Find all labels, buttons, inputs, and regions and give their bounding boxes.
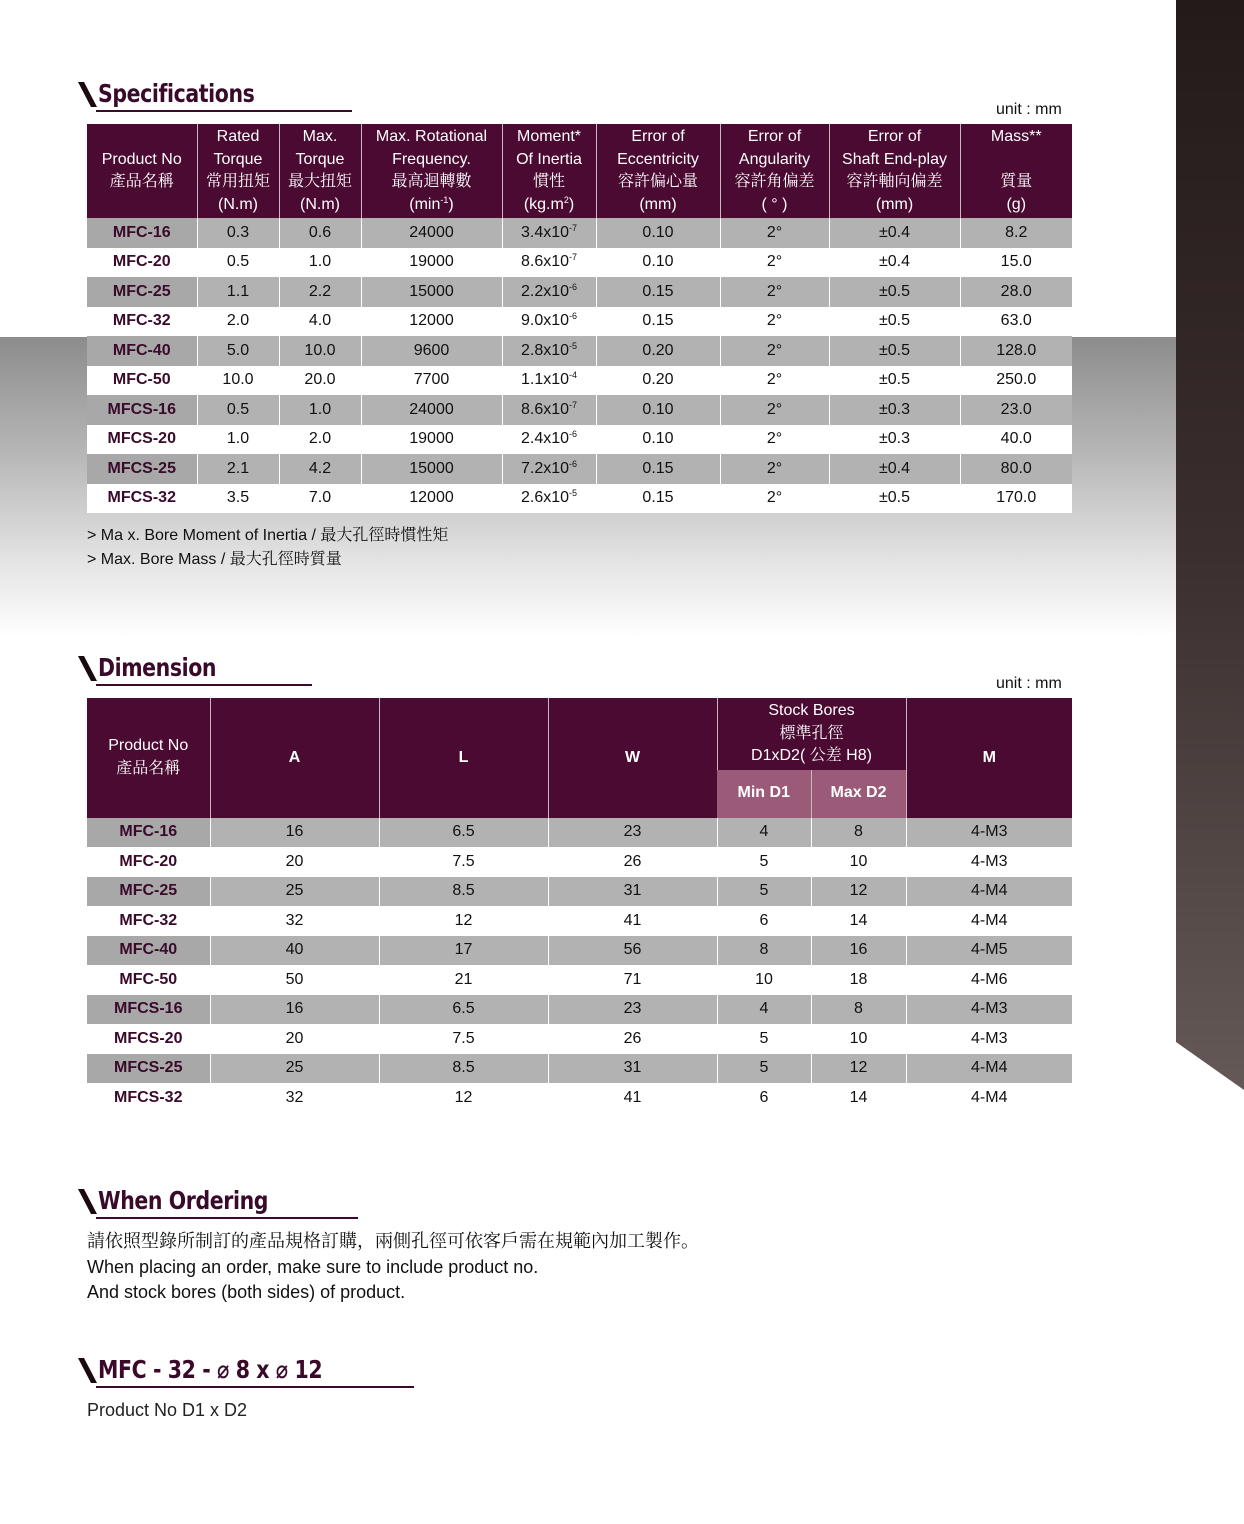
dim-cell-product: MFCS-25 xyxy=(87,1054,210,1084)
spec-cell-rated-torque: 0.3 xyxy=(197,218,279,248)
inertia-exponent: -4 xyxy=(569,370,578,381)
spec-cell-max-torque: 2.0 xyxy=(279,425,361,455)
spec-row xyxy=(87,395,1072,425)
dimension-title: Dimension xyxy=(98,653,217,682)
dim-cell-w: 31 xyxy=(548,1054,717,1084)
dim-row xyxy=(87,847,1072,877)
dim-cell-w: 26 xyxy=(548,1024,717,1054)
heading-underline xyxy=(96,1386,414,1388)
dim-row xyxy=(87,906,1072,936)
spec-cell-mass: 40.0 xyxy=(960,425,1072,455)
spec-cell-eccentricity: 0.15 xyxy=(596,307,720,337)
dim-cell-m: 4-M4 xyxy=(906,877,1072,907)
dim-header-w: W xyxy=(548,698,717,818)
spec-cell-rated-torque: 5.0 xyxy=(197,336,279,366)
spec-cell-mass: 28.0 xyxy=(960,277,1072,307)
dim-cell-a: 20 xyxy=(210,847,379,877)
dim-cell-w: 23 xyxy=(548,818,717,848)
spec-row xyxy=(87,366,1072,396)
dim-cell-l: 6.5 xyxy=(379,995,548,1025)
dim-cell-m: 4-M3 xyxy=(906,847,1072,877)
spec-cell-angularity: 2° xyxy=(720,395,829,425)
heading-slash-icon xyxy=(78,654,98,682)
heading-slash-icon xyxy=(78,1356,98,1384)
dim-cell-l: 6.5 xyxy=(379,818,548,848)
dim-cell-min-d1: 5 xyxy=(717,1054,811,1084)
inertia-base: 2.8x10 xyxy=(520,341,570,359)
spec-cell-frequency: 15000 xyxy=(361,454,502,484)
dim-cell-l: 12 xyxy=(379,1083,548,1113)
spec-cell-frequency: 12000 xyxy=(361,484,502,514)
header-product: Product No 產品名稱 xyxy=(87,124,197,218)
dim-cell-product: MFCS-16 xyxy=(87,995,210,1025)
dim-cell-a: 16 xyxy=(210,818,379,848)
dim-cell-a: 32 xyxy=(210,1083,379,1113)
dim-cell-m: 4-M4 xyxy=(906,1083,1072,1113)
dim-cell-l: 8.5 xyxy=(379,1054,548,1084)
heading-underline xyxy=(96,684,312,686)
dim-cell-l: 17 xyxy=(379,936,548,966)
dimension-header-row xyxy=(87,698,1072,770)
note-mass: > Max. Bore Mass / 最大孔徑時質量 xyxy=(87,550,342,568)
dim-cell-a: 25 xyxy=(210,877,379,907)
spec-cell-max-torque: 1.0 xyxy=(279,395,361,425)
dim-cell-l: 7.5 xyxy=(379,847,548,877)
spec-cell-product: MFC-16 xyxy=(87,218,197,248)
dim-cell-product: MFC-40 xyxy=(87,936,210,966)
spec-cell-eccentricity: 0.15 xyxy=(596,484,720,514)
spec-row xyxy=(87,336,1072,366)
spec-cell-product: MFC-32 xyxy=(87,307,197,337)
spec-cell-rated-torque: 0.5 xyxy=(197,248,279,278)
spec-cell-end-play: ±0.5 xyxy=(829,336,960,366)
spec-cell-inertia xyxy=(502,336,596,366)
spec-cell-product: MFCS-32 xyxy=(87,484,197,514)
header-angularity: Error of Angularity 容許角偏差 ( ° ) xyxy=(720,124,829,218)
header-eccentricity: Error of Eccentricity 容許偏心量 (mm) xyxy=(596,124,720,218)
dim-row xyxy=(87,995,1072,1025)
dim-header-max-d2: Max D2 xyxy=(811,770,906,818)
spec-cell-eccentricity: 0.15 xyxy=(596,454,720,484)
ordering-title: When Ordering xyxy=(98,1186,269,1215)
dim-cell-min-d1: 4 xyxy=(717,995,811,1025)
inertia-exponent: -6 xyxy=(569,281,578,292)
spec-cell-mass: 128.0 xyxy=(960,336,1072,366)
inertia-base: 2.6x10 xyxy=(520,489,570,507)
dim-cell-min-d1: 10 xyxy=(717,965,811,995)
inertia-exponent: -7 xyxy=(569,252,578,263)
dim-row xyxy=(87,965,1072,995)
header-inertia: Moment* Of Inertia 慣性 $(kg.m^2)$ xyxy=(502,124,596,218)
spec-row xyxy=(87,484,1072,514)
spec-cell-mass: 80.0 xyxy=(960,454,1072,484)
dim-header-m: M xyxy=(906,698,1072,818)
dim-cell-a: 32 xyxy=(210,906,379,936)
dim-cell-l: 21 xyxy=(379,965,548,995)
inertia-exponent: -7 xyxy=(569,399,578,410)
dim-cell-min-d1: 5 xyxy=(717,847,811,877)
spec-cell-mass: 8.2 xyxy=(960,218,1072,248)
spec-cell-product: MFC-50 xyxy=(87,366,197,396)
specifications-unit: unit : mm xyxy=(996,101,1062,118)
dim-cell-w: 31 xyxy=(548,877,717,907)
spec-cell-inertia xyxy=(502,366,596,396)
specifications-header-row xyxy=(87,124,1072,218)
spec-cell-inertia xyxy=(502,425,596,455)
inertia-base: 2.4x10 xyxy=(520,430,570,448)
spec-cell-angularity: 2° xyxy=(720,366,829,396)
spec-cell-rated-torque: 1.1 xyxy=(197,277,279,307)
spec-row xyxy=(87,277,1072,307)
spec-cell-frequency: 24000 xyxy=(361,395,502,425)
dim-cell-max-d2: 16 xyxy=(811,936,906,966)
spec-cell-eccentricity: 0.10 xyxy=(596,248,720,278)
dim-cell-l: 8.5 xyxy=(379,877,548,907)
dim-cell-min-d1: 6 xyxy=(717,906,811,936)
dim-header-product: Product No 產品名稱 xyxy=(87,698,210,818)
spec-cell-mass: 15.0 xyxy=(960,248,1072,278)
header-max-frequency: Max. Rotational Frequency. 最高迴轉數 $(\min^{-1})$ xyxy=(361,124,502,218)
spec-cell-max-torque: 2.2 xyxy=(279,277,361,307)
spec-cell-rated-torque: 0.5 xyxy=(197,395,279,425)
dim-cell-a: 40 xyxy=(210,936,379,966)
inertia-base: 8.6x10 xyxy=(520,253,570,271)
spec-cell-max-torque: 4.0 xyxy=(279,307,361,337)
dim-row xyxy=(87,1054,1072,1084)
dim-header-stock-bores: Stock Bores 標準孔徑 D1xD2( 公差 H8) xyxy=(717,698,906,770)
dimension-table xyxy=(87,698,1072,1113)
spec-cell-end-play: ±0.5 xyxy=(829,366,960,396)
dim-cell-product: MFCS-32 xyxy=(114,1088,183,1106)
heading-slash-icon xyxy=(78,1187,98,1215)
spec-row xyxy=(87,248,1072,278)
inertia-base: 8.6x10 xyxy=(520,400,570,418)
spec-cell-frequency: 12000 xyxy=(361,307,502,337)
ordering-instructions xyxy=(87,1229,699,1306)
spec-cell-eccentricity: 0.10 xyxy=(596,425,720,455)
spec-cell-max-torque: 0.6 xyxy=(279,218,361,248)
ordering-heading xyxy=(78,1187,305,1215)
spec-cell-mass: 170.0 xyxy=(960,484,1072,514)
spec-cell-product: MFCS-25 xyxy=(87,454,197,484)
dim-cell-min-d1: 8 xyxy=(717,936,811,966)
dim-cell-product: MFC-50 xyxy=(119,970,178,988)
spec-cell-angularity: 2° xyxy=(720,277,829,307)
inertia-exponent: -5 xyxy=(569,488,578,499)
dim-cell-m: 4-M3 xyxy=(906,818,1072,848)
spec-cell-angularity: 2° xyxy=(720,484,829,514)
dim-cell-l: 7.5 xyxy=(379,1024,548,1054)
spec-cell-inertia xyxy=(502,248,596,278)
inertia-exponent: -6 xyxy=(569,458,578,469)
spec-cell-end-play: ±0.5 xyxy=(829,277,960,307)
dimension-heading xyxy=(78,654,242,682)
spec-row xyxy=(87,454,1072,484)
spec-cell-product: MFC-25 xyxy=(87,277,197,307)
dim-row xyxy=(87,1083,1072,1113)
spec-cell-max-torque: 10.0 xyxy=(279,336,361,366)
dim-cell-product: MFCS-20 xyxy=(114,1029,183,1047)
spec-cell-eccentricity: 0.15 xyxy=(596,277,720,307)
spec-cell-mass: 250.0 xyxy=(960,366,1072,396)
heading-underline xyxy=(96,1217,358,1219)
dim-cell-w: 41 xyxy=(548,1083,717,1113)
inertia-base: 1.1x10 xyxy=(520,371,570,389)
specifications-notes xyxy=(87,524,448,571)
spec-cell-inertia xyxy=(502,277,596,307)
ordering-line-en-1: When placing an order, make sure to include product no. xyxy=(87,1256,539,1277)
dim-header-a: A xyxy=(210,698,379,818)
header-end-play: Error of Shaft End-play 容許軸向偏差 (mm) xyxy=(829,124,960,218)
dim-cell-max-d2: 12 xyxy=(811,877,906,907)
dim-cell-l: 12 xyxy=(379,906,548,936)
note-inertia: > Ma x. Bore Moment of Inertia / 最大孔徑時慣性矩 xyxy=(87,527,449,544)
dim-cell-m: 4-M4 xyxy=(906,906,1072,936)
header-max-torque: Max. Torque 最大扭矩 (N.m) xyxy=(279,124,361,218)
spec-cell-inertia xyxy=(502,484,596,514)
dim-cell-m: 4-M3 xyxy=(906,1024,1072,1054)
spec-cell-inertia xyxy=(502,454,596,484)
spec-row xyxy=(87,218,1072,248)
spec-row xyxy=(87,425,1072,455)
dim-cell-max-d2: 18 xyxy=(811,965,906,995)
inertia-base: 2.2x10 xyxy=(520,282,570,300)
spec-cell-frequency: 19000 xyxy=(361,425,502,455)
spec-cell-product: MFCS-20 xyxy=(87,425,197,455)
heading-slash-icon xyxy=(78,80,98,108)
spec-cell-rated-torque: 1.0 xyxy=(197,425,279,455)
spec-cell-rated-torque: 2.1 xyxy=(197,454,279,484)
ordering-line-en-2: And stock bores (both sides) of product. xyxy=(87,1282,406,1302)
spec-cell-angularity: 2° xyxy=(720,248,829,278)
spec-cell-product: MFC-20 xyxy=(87,248,197,278)
dim-header-l: L xyxy=(379,698,548,818)
spec-cell-frequency: 9600 xyxy=(361,336,502,366)
spec-cell-inertia xyxy=(502,307,596,337)
dim-cell-max-d2: 8 xyxy=(811,995,906,1025)
dim-cell-w: 26 xyxy=(548,847,717,877)
inertia-exponent: -6 xyxy=(569,311,578,322)
dim-cell-min-d1: 4 xyxy=(717,818,811,848)
spec-cell-max-torque: 4.2 xyxy=(279,454,361,484)
inertia-base: 3.4x10 xyxy=(520,223,570,241)
dim-cell-a: 50 xyxy=(210,965,379,995)
example-caption: Product No D1 x D2 xyxy=(87,1400,248,1420)
dim-cell-w: 41 xyxy=(548,906,717,936)
example-code: MFC - 32 - ⌀ 8 x ⌀ 12 xyxy=(98,1355,323,1384)
spec-cell-frequency: 7700 xyxy=(361,366,502,396)
specifications-heading xyxy=(78,80,289,108)
dim-cell-max-d2: 14 xyxy=(811,906,906,936)
spec-cell-end-play: ±0.4 xyxy=(829,248,960,278)
spec-cell-end-play: ±0.5 xyxy=(829,484,960,514)
header-mass: Mass** 質量 (g) xyxy=(960,124,1072,218)
dim-row xyxy=(87,877,1072,907)
spec-cell-product: MFCS-16 xyxy=(87,395,197,425)
spec-cell-inertia xyxy=(502,395,596,425)
dim-cell-product: MFC-20 xyxy=(119,852,178,870)
side-decoration-bar xyxy=(1176,0,1244,1524)
dim-cell-w: 71 xyxy=(548,965,717,995)
dim-cell-m: 4-M6 xyxy=(906,965,1072,995)
spec-cell-rated-torque: 3.5 xyxy=(197,484,279,514)
dim-cell-max-d2: 12 xyxy=(811,1054,906,1084)
inertia-exponent: -7 xyxy=(569,222,578,233)
dim-cell-product: MFC-25 xyxy=(87,877,210,907)
spec-cell-end-play: ±0.5 xyxy=(829,307,960,337)
dim-row xyxy=(87,1024,1072,1054)
spec-cell-eccentricity: 0.20 xyxy=(596,366,720,396)
spec-cell-max-torque: 7.0 xyxy=(279,484,361,514)
dim-cell-product: MFC-16 xyxy=(87,818,210,848)
dim-cell-product: MFC-32 xyxy=(119,911,178,929)
spec-cell-max-torque: 20.0 xyxy=(279,366,361,396)
spec-cell-angularity: 2° xyxy=(720,218,829,248)
header-rated-torque: Rated Torque 常用扭矩 (N.m) xyxy=(197,124,279,218)
spec-cell-frequency: 24000 xyxy=(361,218,502,248)
dim-cell-max-d2: 10 xyxy=(811,847,906,877)
dim-cell-w: 23 xyxy=(548,995,717,1025)
dim-cell-m: 4-M4 xyxy=(906,1054,1072,1084)
inertia-base: 7.2x10 xyxy=(520,459,570,477)
spec-cell-mass: 23.0 xyxy=(960,395,1072,425)
spec-cell-end-play: ±0.3 xyxy=(829,425,960,455)
spec-cell-end-play: ±0.3 xyxy=(829,395,960,425)
spec-cell-eccentricity: 0.20 xyxy=(596,336,720,366)
specifications-table xyxy=(87,124,1072,513)
dim-cell-min-d1: 6 xyxy=(717,1083,811,1113)
dim-cell-min-d1: 5 xyxy=(717,877,811,907)
dim-cell-max-d2: 14 xyxy=(811,1083,906,1113)
spec-cell-end-play: ±0.4 xyxy=(829,218,960,248)
spec-cell-inertia xyxy=(502,218,596,248)
spec-cell-angularity: 2° xyxy=(720,425,829,455)
ordering-line-zh: 請依照型錄所制訂的產品規格訂購，兩側孔徑可依客戶需在規範內加工製作。 xyxy=(87,1231,699,1251)
inertia-exponent: -5 xyxy=(569,340,578,351)
dim-row xyxy=(87,936,1072,966)
spec-cell-eccentricity: 0.10 xyxy=(596,218,720,248)
inertia-base: 9.0x10 xyxy=(520,312,570,330)
spec-cell-angularity: 2° xyxy=(720,454,829,484)
spec-cell-rated-torque: 10.0 xyxy=(197,366,279,396)
dim-cell-a: 25 xyxy=(210,1054,379,1084)
dim-cell-a: 20 xyxy=(210,1024,379,1054)
heading-underline xyxy=(96,110,352,112)
dim-cell-max-d2: 10 xyxy=(811,1024,906,1054)
spec-cell-frequency: 15000 xyxy=(361,277,502,307)
spec-cell-rated-torque: 2.0 xyxy=(197,307,279,337)
spec-cell-eccentricity: 0.10 xyxy=(596,395,720,425)
spec-cell-product: MFC-40 xyxy=(87,336,197,366)
dim-cell-a: 16 xyxy=(210,995,379,1025)
specifications-title: Specifications xyxy=(98,79,255,108)
spec-cell-max-torque: 1.0 xyxy=(279,248,361,278)
spec-row xyxy=(87,307,1072,337)
dim-cell-max-d2: 8 xyxy=(811,818,906,848)
dim-cell-w: 56 xyxy=(548,936,717,966)
dim-header-min-d1: Min D1 xyxy=(717,770,811,818)
dim-cell-m: 4-M5 xyxy=(906,936,1072,966)
dim-cell-m: 4-M3 xyxy=(906,995,1072,1025)
spec-cell-angularity: 2° xyxy=(720,336,829,366)
inertia-exponent: -6 xyxy=(569,429,578,440)
dim-row xyxy=(87,818,1072,848)
dimension-unit: unit : mm xyxy=(996,675,1062,692)
dim-cell-min-d1: 5 xyxy=(717,1024,811,1054)
spec-cell-mass: 63.0 xyxy=(960,307,1072,337)
example-heading xyxy=(78,1356,371,1384)
spec-cell-end-play: ±0.4 xyxy=(829,454,960,484)
spec-cell-angularity: 2° xyxy=(720,307,829,337)
spec-cell-frequency: 19000 xyxy=(361,248,502,278)
